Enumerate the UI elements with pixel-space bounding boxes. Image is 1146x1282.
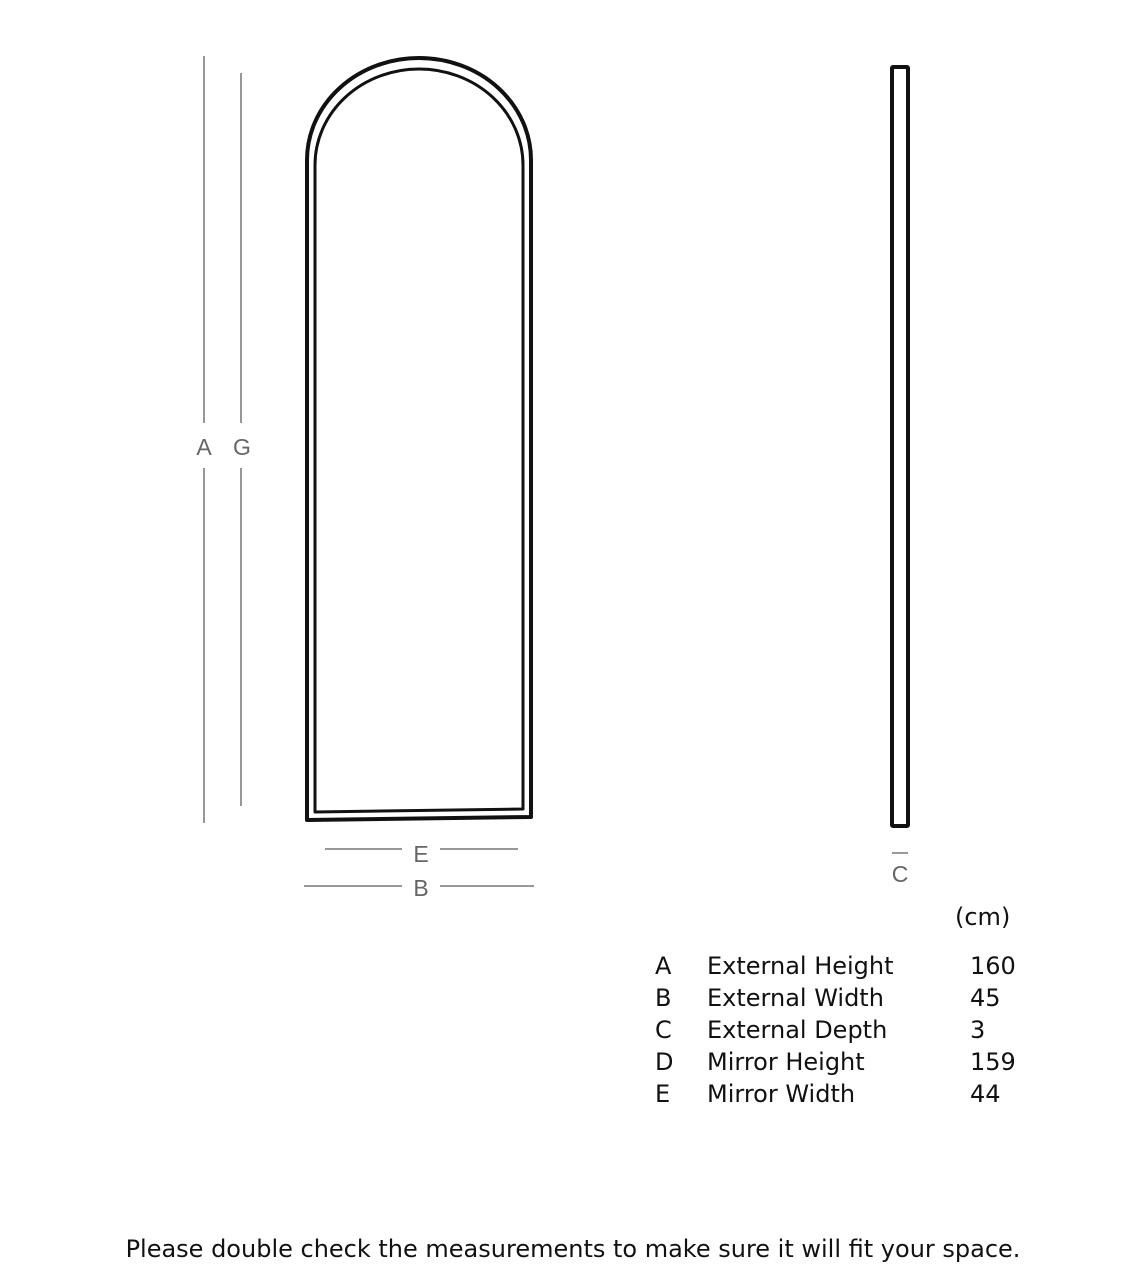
spec-row-external-width [655,982,1055,1014]
footer-note: Please double check the measurements to make sure it will fit your space. [125,1235,1021,1263]
unit-row [655,900,1055,950]
specification-table [655,900,1055,1110]
spec-value: 159 [970,1048,1016,1076]
unit-label: (cm) [955,903,1011,931]
dimension-label-c: C [891,861,909,887]
spec-letter: B [655,984,672,1012]
mirror-side-profile [892,67,908,826]
spec-value: 45 [970,984,1001,1012]
spec-name: External Width [707,984,884,1012]
dimension-label-g: G [233,434,251,460]
spec-name: External Height [707,952,894,980]
spec-row-mirror-height [655,1046,1055,1078]
spec-letter: E [655,1080,671,1108]
spec-name: Mirror Width [707,1080,856,1108]
spec-letter: D [655,1048,674,1076]
spec-row-mirror-width [655,1078,1055,1110]
spec-value: 44 [970,1080,1001,1108]
spec-name: External Depth [707,1016,888,1044]
mirror-frame-outer [307,58,531,820]
spec-row-external-depth [655,1014,1055,1046]
mirror-glass-inner [315,69,523,812]
spec-value: 3 [970,1016,986,1044]
spec-letter: C [655,1016,672,1044]
dimension-label-a: A [196,434,212,460]
dimension-label-e: E [413,841,429,867]
spec-row-external-height [655,950,1055,982]
spec-value: 160 [970,952,1016,980]
dimension-label-b: B [413,875,429,901]
spec-name: Mirror Height [707,1048,865,1076]
spec-letter: A [655,952,672,980]
